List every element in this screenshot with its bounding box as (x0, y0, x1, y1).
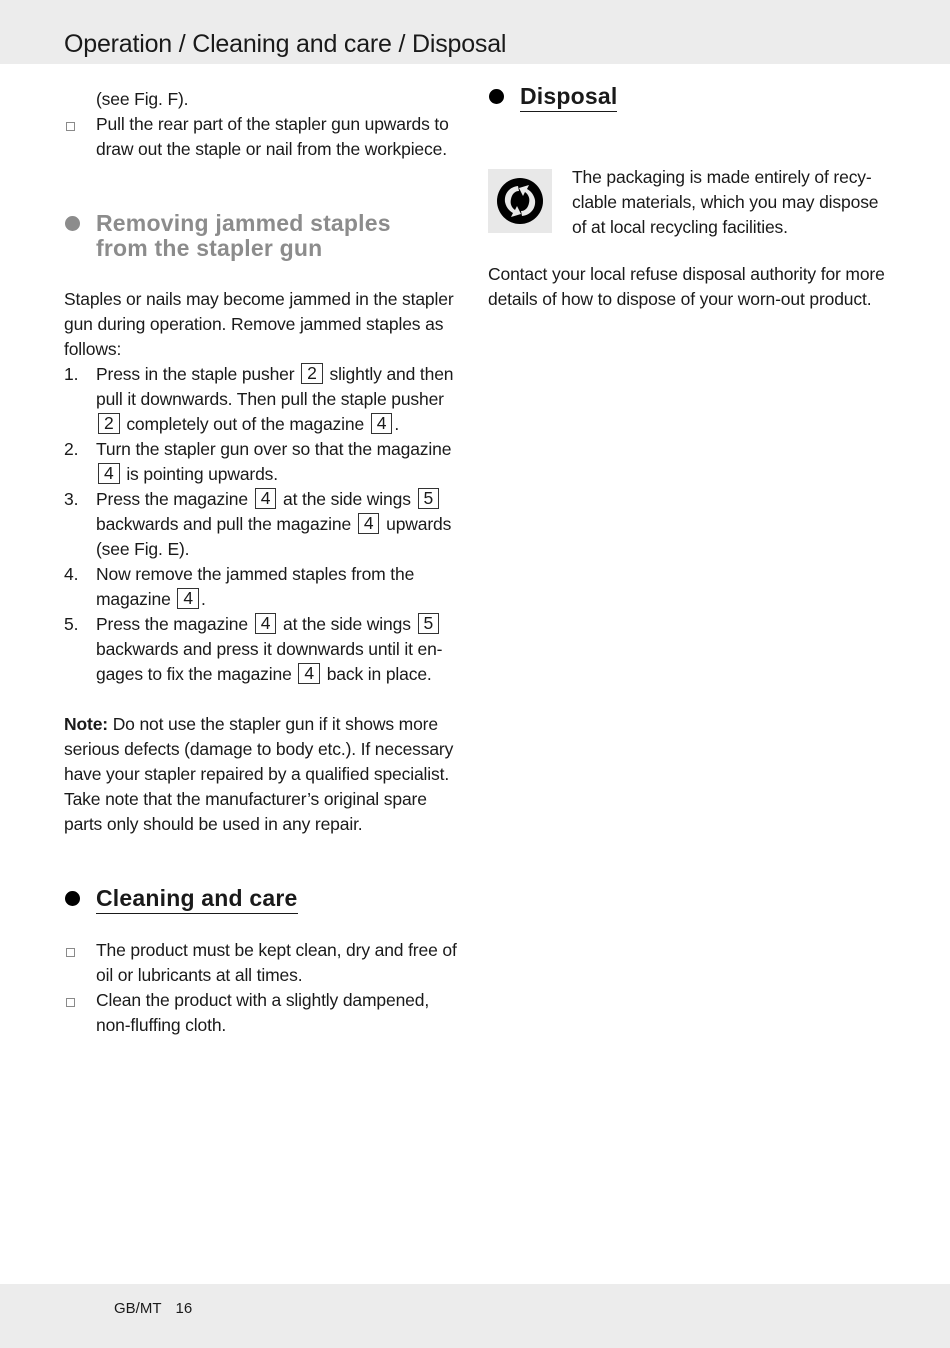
checkbox-bullet-icon (66, 948, 75, 957)
bullet-dot-icon (65, 216, 80, 231)
left-column (64, 87, 464, 1038)
footer (114, 1298, 192, 1320)
step-1: 1. Press in the staple pusher 2 slightly and then pull it downwards. Then pull the staple pusher 2 completely out of the magazine 4 . (64, 363, 454, 434)
note-paragraph: Note: Do not use the stapler gun if it shows more serious defects (damage to body etc.). If necessary have your stapler repaired by a qualified specialist. Take note that the manufacturer’s original spare parts only should be used in any repair. (64, 714, 454, 834)
recycling-block (488, 112, 888, 244)
section-heading-cleaning: Cleaning and care (64, 886, 464, 914)
checkbox-bullet-icon (66, 998, 75, 1007)
jam-intro: Staples or nails may become jammed in the stapler gun during operation. Remove jammed staples as follows: (64, 289, 454, 359)
ref-number-box: 4 (98, 463, 120, 484)
ref-number-box: 4 (298, 663, 320, 684)
ref-number-box: 4 (358, 513, 380, 534)
right-column (488, 84, 888, 312)
list-item: Clean the product with a slightly dampened, non-fluffing cloth. (64, 988, 464, 1038)
section-heading-jammed: Removing jammed staples from the stapler gun (64, 211, 464, 261)
ref-number-box: 2 (301, 363, 323, 384)
section-heading-disposal: Disposal (488, 84, 888, 112)
step-5: 5. Press the magazine 4 at the side wings 5 backwards and press it downwards until it en-gages to fix the magazine 4 back in place. (64, 613, 443, 684)
locale-code: GB/MT (114, 1300, 162, 1317)
step-2: 2. Turn the stapler gun over so that the magazine 4 is pointing upwards. (64, 439, 452, 484)
list-item: Pull the rear part of the stapler gun upwards to draw out the staple or nail from the workpiece. (64, 112, 464, 162)
step-3: 3. Press the magazine 4 at the side wings 5 backwards and pull the magazine 4 upwards (see Fig. E). (64, 488, 452, 559)
ref-number-box: 5 (418, 488, 440, 509)
list-item: The product must be kept clean, dry and free of oil or lubricants at all times. (64, 938, 464, 988)
packaging-text: The packaging is made entirely of recy-clable materials, which you may dispose of at local recycling facilities. (572, 167, 879, 237)
page-number: 16 (175, 1300, 193, 1317)
continued-text: (see Fig. F). (96, 89, 189, 109)
page-title: Operation / Cleaning and care / Disposal (64, 30, 507, 58)
bullet-dot-icon (489, 89, 504, 104)
ref-number-box: 4 (255, 488, 277, 509)
ref-number-box: 2 (98, 413, 120, 434)
green-dot-recycling-icon (488, 169, 552, 233)
ref-number-box: 4 (177, 588, 199, 609)
bullet-dot-icon (65, 891, 80, 906)
ref-number-box: 4 (255, 613, 277, 634)
step-4: 4. Now remove the jammed staples from the magazine 4 . (64, 564, 415, 609)
checkbox-bullet-icon (66, 122, 75, 131)
note-label: Note: (64, 714, 108, 734)
contact-text: Contact your local refuse disposal authority for more details of how to dispose of your worn-out product. (488, 264, 885, 309)
ref-number-box: 4 (371, 413, 393, 434)
ref-number-box: 5 (418, 613, 440, 634)
